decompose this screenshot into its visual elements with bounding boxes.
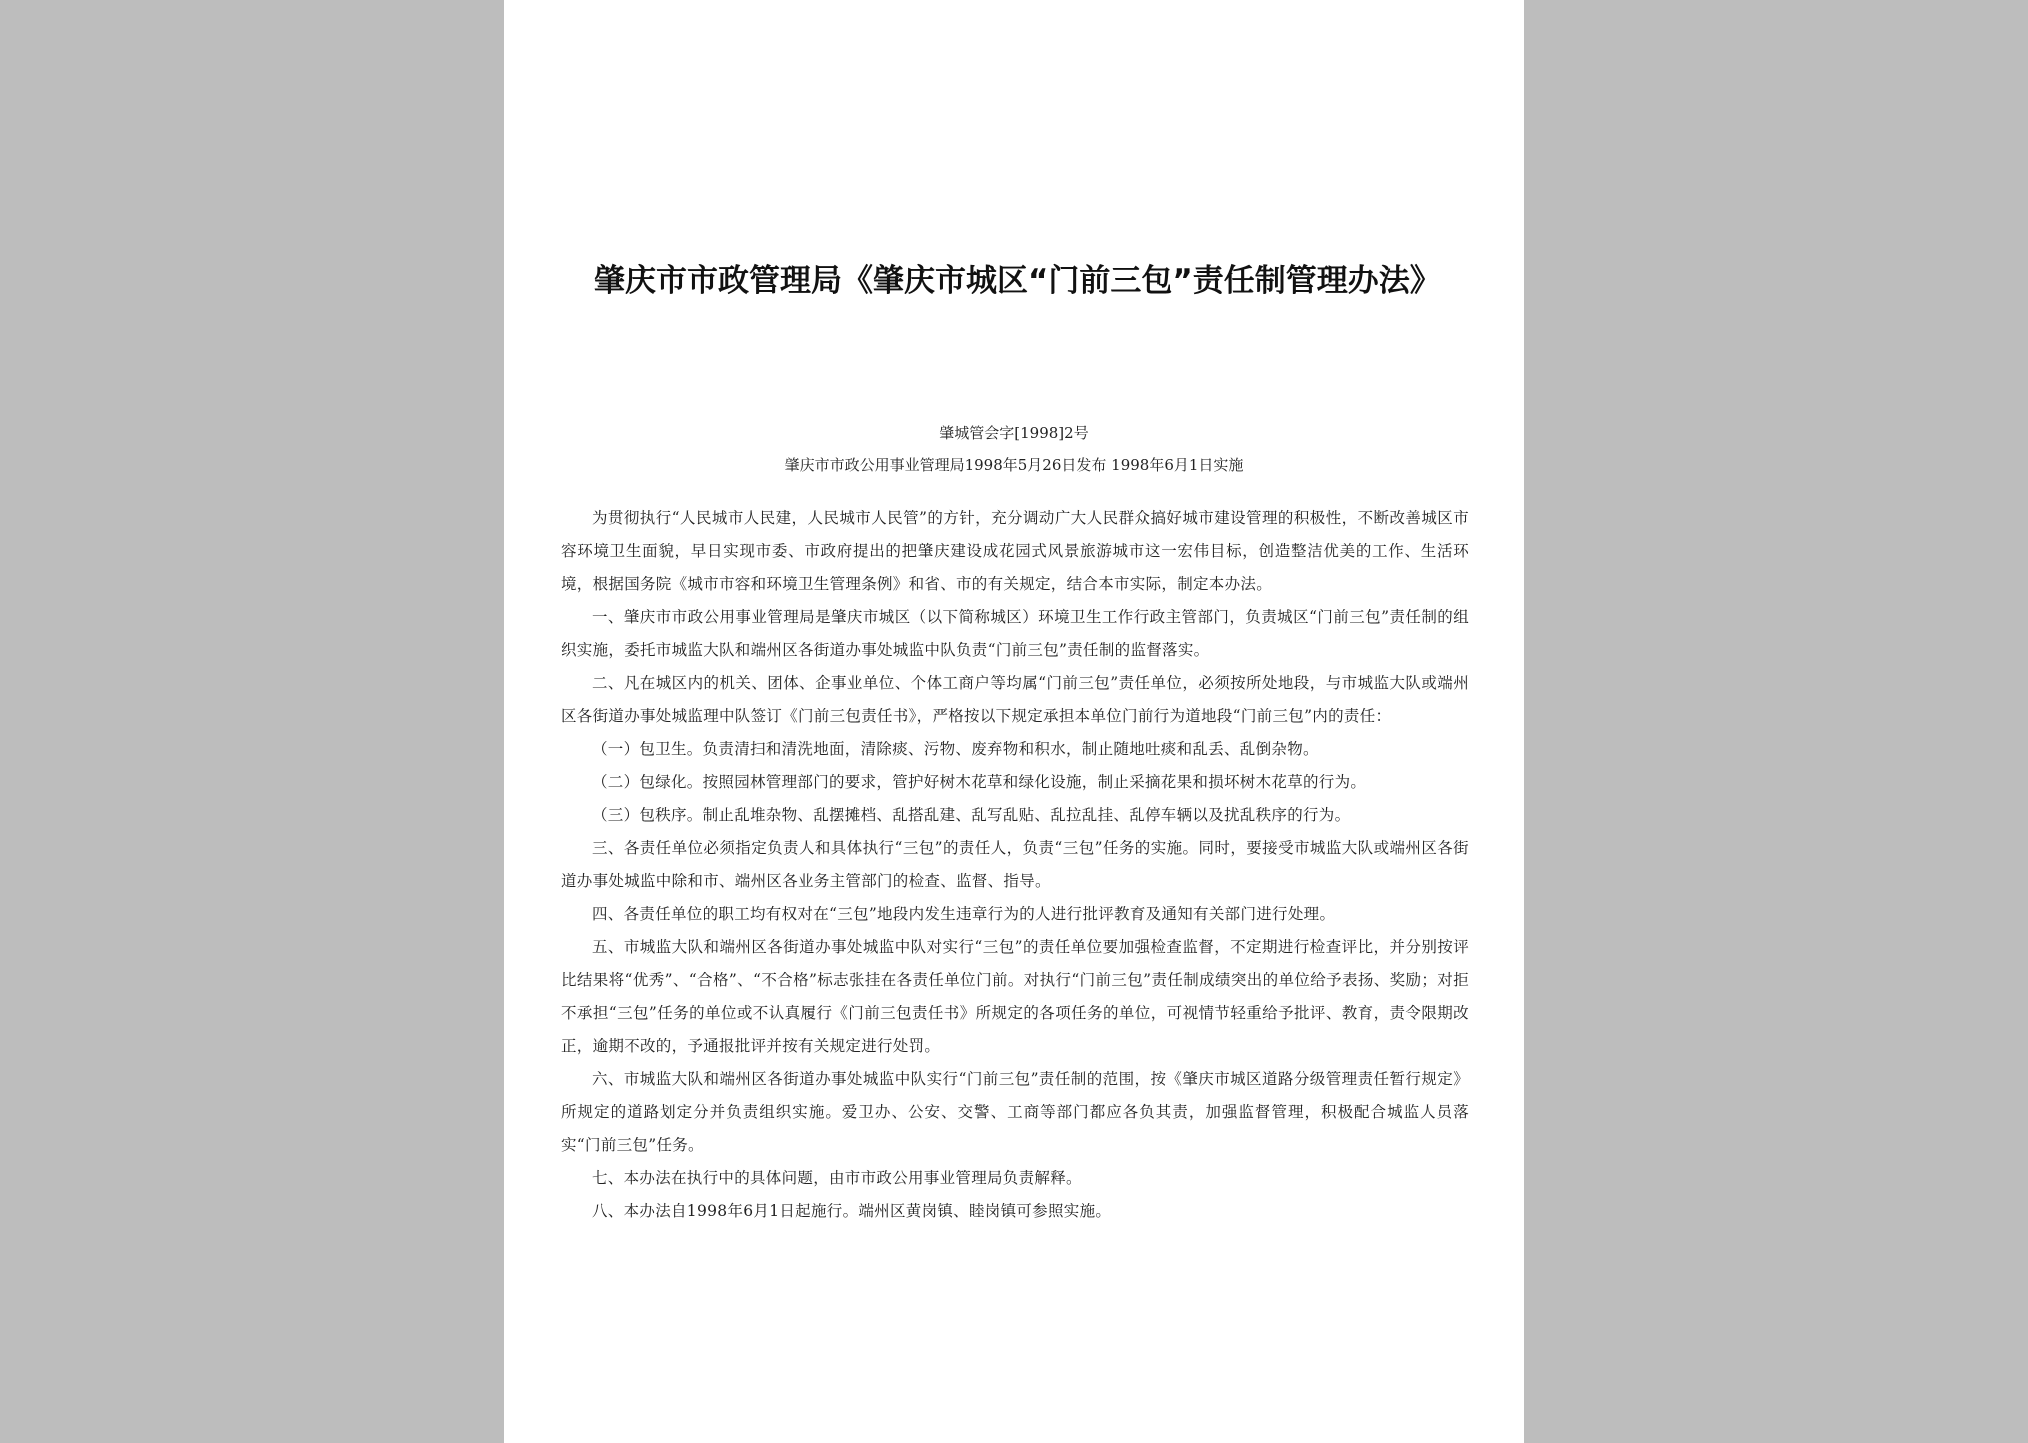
document-page: [504, 0, 1524, 1443]
paragraph-item-3: （三）包秩序。制止乱堆杂物、乱摆摊档、乱搭乱建、乱写乱贴、乱拉乱挂、乱停车辆以及扰乱秩序的行为。: [592, 806, 1351, 824]
issuance-line: 肇庆市市政公用事业管理局1998年5月26日发布 1998年6月1日实施: [784, 456, 1244, 474]
paragraph-article-8: 八、本办法自1998年6月1日起施行。端州区黄岗镇、睦岗镇可参照实施。: [592, 1202, 1112, 1220]
paragraph-article-3: 三、各责任单位必须指定负责人和具体执行“三包”的责任人，负责“三包”任务的实施。同时，要接受市城监大队或端州区各街道办事处城监中除和市、端州区各业务主管部门的检查、监督、指导。: [561, 839, 1469, 890]
document-body: [561, 502, 1469, 1228]
paragraph-article-6: 六、市城监大队和端州区各街道办事处城监中队实行“门前三包”责任制的范围，按《肇庆市城区道路分级管理责任暂行规定》所规定的道路划定分并负责组织实施。爱卫办、公安、交警、工商等部门都应各负其责，加强监督管理，积极配合城监人员落实“门前三包”任务。: [561, 1070, 1469, 1154]
paragraph-article-1: 一、肇庆市市政公用事业管理局是肇庆市城区（以下简称城区）环境卫生工作行政主管部门，负责城区“门前三包”责任制的组织实施，委托市城监大队和端州区各街道办事处城监中队负责“门前三包”责任制的监督落实。: [561, 608, 1469, 659]
paragraph-article-4: 四、各责任单位的职工均有权对在“三包”地段内发生违章行为的人进行批评教育及通知有关部门进行处理。: [592, 905, 1336, 923]
document-title: 肇庆市市政管理局《肇庆市城区“门前三包”责任制管理办法》: [594, 263, 1441, 299]
paragraph-item-2: （二）包绿化。按照园林管理部门的要求，管护好树木花草和绿化设施，制止采摘花果和损坏树木花草的行为。: [592, 773, 1367, 791]
paragraph-article-5: 五、市城监大队和端州区各街道办事处城监中队对实行“三包”的责任单位要加强检查监督，不定期进行检查评比，并分别按评比结果将“优秀”、“合格”、“不合格”标志张挂在各责任单位门前。对执行“门前三包”责任制成绩突出的单位给予表扬、奖励；对拒不承担“三包”任务的单位或不认真履行《门前三包责任书》所规定的各项任务的单位，可视情节轻重给予批评、教育，责令限期改正，逾期不改的，予通报批评并按有关规定进行处罚。: [561, 938, 1469, 1055]
document-number: 肇城管会字[1998]2号: [939, 424, 1089, 442]
paragraph-item-1: （一）包卫生。负责清扫和清洗地面，清除痰、污物、废弃物和积水，制止随地吐痰和乱丢、乱倒杂物。: [592, 740, 1319, 758]
paragraph-preamble: 为贯彻执行“人民城市人民建，人民城市人民管”的方针，充分调动广大人民群众搞好城市建设管理的积极性，不断改善城区市容环境卫生面貌，早日实现市委、市政府提出的把肇庆建设成花园式风景旅游城市这一宏伟目标，创造整洁优美的工作、生活环境，根据国务院《城市市容和环境卫生管理条例》和省、市的有关规定，结合本市实际，制定本办法。: [561, 509, 1469, 593]
paragraph-article-2: 二、凡在城区内的机关、团体、企事业单位、个体工商户等均属“门前三包”责任单位，必须按所处地段，与市城监大队或端州区各街道办事处城监理中队签订《门前三包责任书》，严格按以下规定承担本单位门前行为道地段“门前三包”内的责任：: [561, 674, 1469, 725]
paragraph-article-7: 七、本办法在执行中的具体问题，由市市政公用事业管理局负责解释。: [592, 1169, 1082, 1187]
